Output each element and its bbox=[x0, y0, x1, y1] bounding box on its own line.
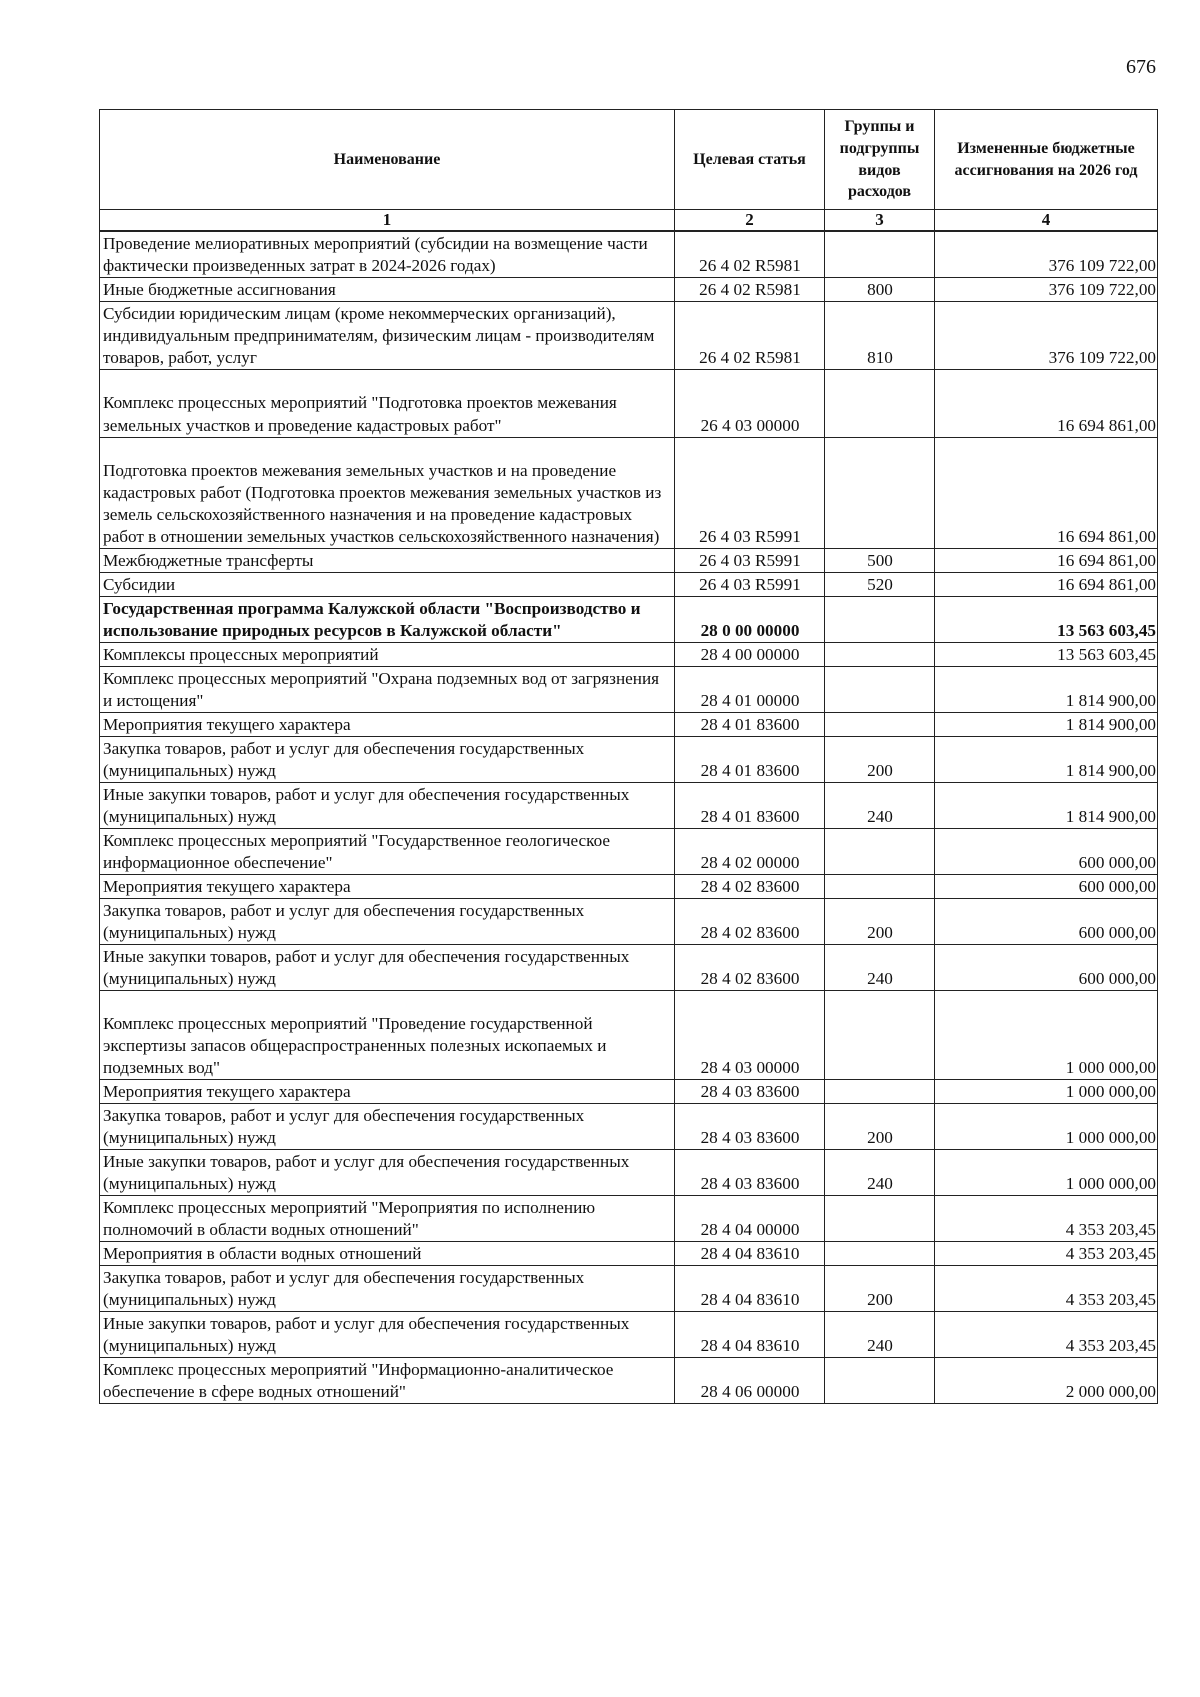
header-groups: Группы и подгруппы видов расходов bbox=[825, 110, 935, 210]
page-number: 676 bbox=[1126, 56, 1156, 78]
row-amount: 376 109 722,00 bbox=[935, 278, 1158, 302]
row-amount: 600 000,00 bbox=[935, 874, 1158, 898]
table-row bbox=[100, 990, 1158, 1079]
row-amount: 1 000 000,00 bbox=[935, 1079, 1158, 1103]
row-expense-group bbox=[825, 596, 935, 642]
header-amount: Измененные бюджетные ассигнования на 2026 год bbox=[935, 110, 1158, 210]
row-amount: 4 353 203,45 bbox=[935, 1242, 1158, 1266]
row-expense-group: 200 bbox=[825, 1103, 935, 1149]
row-expense-group bbox=[825, 370, 935, 437]
row-expense-group bbox=[825, 828, 935, 874]
header-name: Наименование bbox=[100, 110, 675, 210]
row-name: Комплекс процессных мероприятий "Подготовка проектов межевания земельных участков и проведение кадастровых работ" bbox=[100, 370, 675, 437]
table-row bbox=[100, 437, 1158, 548]
table-row bbox=[100, 302, 1158, 370]
column-number-2: 2 bbox=[675, 210, 825, 232]
row-name: Иные закупки товаров, работ и услуг для обеспечения государственных (муниципальных) нужд bbox=[100, 782, 675, 828]
table-row bbox=[100, 572, 1158, 596]
row-expense-group: 200 bbox=[825, 1266, 935, 1312]
row-target-code: 28 4 03 83600 bbox=[675, 1103, 825, 1149]
row-name: Закупка товаров, работ и услуг для обеспечения государственных (муниципальных) нужд bbox=[100, 736, 675, 782]
row-amount: 376 109 722,00 bbox=[935, 231, 1158, 278]
row-expense-group bbox=[825, 231, 935, 278]
row-name: Мероприятия в области водных отношений bbox=[100, 1242, 675, 1266]
column-number-4: 4 bbox=[935, 210, 1158, 232]
table-row bbox=[100, 666, 1158, 712]
row-expense-group bbox=[825, 874, 935, 898]
row-expense-group: 500 bbox=[825, 548, 935, 572]
row-amount: 4 353 203,45 bbox=[935, 1266, 1158, 1312]
table-row bbox=[100, 782, 1158, 828]
row-expense-group: 800 bbox=[825, 278, 935, 302]
row-target-code: 26 4 03 R5991 bbox=[675, 437, 825, 548]
row-name: Иные закупки товаров, работ и услуг для обеспечения государственных (муниципальных) нужд bbox=[100, 944, 675, 990]
table-row bbox=[100, 370, 1158, 437]
table-row bbox=[100, 944, 1158, 990]
row-expense-group: 200 bbox=[825, 898, 935, 944]
row-target-code: 28 4 04 83610 bbox=[675, 1242, 825, 1266]
row-amount: 600 000,00 bbox=[935, 944, 1158, 990]
row-target-code: 26 4 03 R5991 bbox=[675, 572, 825, 596]
column-number-row bbox=[100, 210, 1158, 232]
row-target-code: 28 4 02 00000 bbox=[675, 828, 825, 874]
row-name: Комплекс процессных мероприятий "Государственное геологическое информационное обеспечение" bbox=[100, 828, 675, 874]
row-name: Закупка товаров, работ и услуг для обеспечения государственных (муниципальных) нужд bbox=[100, 1103, 675, 1149]
row-name: Комплекс процессных мероприятий "Информационно-аналитическое обеспечение в сфере водных отношений" bbox=[100, 1358, 675, 1404]
row-amount: 600 000,00 bbox=[935, 828, 1158, 874]
table-row bbox=[100, 278, 1158, 302]
table-row bbox=[100, 1312, 1158, 1358]
table-row bbox=[100, 1358, 1158, 1404]
row-amount: 1 000 000,00 bbox=[935, 990, 1158, 1079]
row-target-code: 28 4 06 00000 bbox=[675, 1358, 825, 1404]
row-expense-group bbox=[825, 1242, 935, 1266]
row-expense-group: 200 bbox=[825, 736, 935, 782]
table-row bbox=[100, 642, 1158, 666]
row-amount: 16 694 861,00 bbox=[935, 370, 1158, 437]
row-name: Субсидии юридическим лицам (кроме некоммерческих организаций), индивидуальным предпринимателям, физическим лицам - производителям товаров, работ, услуг bbox=[100, 302, 675, 370]
row-amount: 16 694 861,00 bbox=[935, 437, 1158, 548]
row-target-code: 28 4 00 00000 bbox=[675, 642, 825, 666]
row-name: Комплекс процессных мероприятий "Охрана подземных вод от загрязнения и истощения" bbox=[100, 666, 675, 712]
row-amount: 1 814 900,00 bbox=[935, 712, 1158, 736]
row-target-code: 28 4 04 00000 bbox=[675, 1196, 825, 1242]
row-target-code: 28 4 01 00000 bbox=[675, 666, 825, 712]
row-amount: 16 694 861,00 bbox=[935, 572, 1158, 596]
row-expense-group bbox=[825, 666, 935, 712]
row-expense-group bbox=[825, 642, 935, 666]
row-target-code: 26 4 03 00000 bbox=[675, 370, 825, 437]
row-target-code: 28 4 02 83600 bbox=[675, 874, 825, 898]
table-row bbox=[100, 1242, 1158, 1266]
row-name: Подготовка проектов межевания земельных участков и на проведение кадастровых работ (Подготовка проектов межевания земельных участков из земель сельскохозяйственного назначения и на проведение кадастровых работ в отношении земельных участков сельскохозяйственного назначения) bbox=[100, 437, 675, 548]
row-amount: 16 694 861,00 bbox=[935, 548, 1158, 572]
table-row bbox=[100, 548, 1158, 572]
row-amount: 4 353 203,45 bbox=[935, 1196, 1158, 1242]
row-expense-group bbox=[825, 1196, 935, 1242]
row-name: Мероприятия текущего характера bbox=[100, 874, 675, 898]
row-expense-group bbox=[825, 1079, 935, 1103]
table-row bbox=[100, 828, 1158, 874]
row-amount: 1 000 000,00 bbox=[935, 1149, 1158, 1195]
column-number-1: 1 bbox=[100, 210, 675, 232]
row-target-code: 28 4 01 83600 bbox=[675, 712, 825, 736]
row-amount: 1 814 900,00 bbox=[935, 666, 1158, 712]
row-name: Иные закупки товаров, работ и услуг для обеспечения государственных (муниципальных) нужд bbox=[100, 1149, 675, 1195]
row-expense-group: 240 bbox=[825, 782, 935, 828]
row-expense-group bbox=[825, 1358, 935, 1404]
table-row bbox=[100, 1149, 1158, 1195]
row-name: Закупка товаров, работ и услуг для обеспечения государственных (муниципальных) нужд bbox=[100, 898, 675, 944]
column-number-3: 3 bbox=[825, 210, 935, 232]
row-expense-group: 240 bbox=[825, 1149, 935, 1195]
row-name: Государственная программа Калужской области "Воспроизводство и использование природных ресурсов в Калужской области" bbox=[100, 596, 675, 642]
row-target-code: 28 4 03 83600 bbox=[675, 1149, 825, 1195]
row-amount: 600 000,00 bbox=[935, 898, 1158, 944]
row-name: Межбюджетные трансферты bbox=[100, 548, 675, 572]
row-name: Закупка товаров, работ и услуг для обеспечения государственных (муниципальных) нужд bbox=[100, 1266, 675, 1312]
row-amount: 2 000 000,00 bbox=[935, 1358, 1158, 1404]
row-name: Иные закупки товаров, работ и услуг для обеспечения государственных (муниципальных) нужд bbox=[100, 1312, 675, 1358]
row-target-code: 28 4 02 83600 bbox=[675, 944, 825, 990]
row-target-code: 26 4 02 R5981 bbox=[675, 278, 825, 302]
table-row bbox=[100, 1103, 1158, 1149]
row-name: Комплекс процессных мероприятий "Проведение государственной экспертизы запасов общераспространенных полезных ископаемых и подземных вод" bbox=[100, 990, 675, 1079]
table-row bbox=[100, 231, 1158, 278]
row-target-code: 28 4 03 83600 bbox=[675, 1079, 825, 1103]
row-amount: 1 814 900,00 bbox=[935, 736, 1158, 782]
row-name: Субсидии bbox=[100, 572, 675, 596]
row-name: Иные бюджетные ассигнования bbox=[100, 278, 675, 302]
budget-table bbox=[99, 109, 1158, 1404]
table-row bbox=[100, 1196, 1158, 1242]
row-amount: 13 563 603,45 bbox=[935, 642, 1158, 666]
table-row bbox=[100, 898, 1158, 944]
row-name: Комплексы процессных мероприятий bbox=[100, 642, 675, 666]
table-row bbox=[100, 874, 1158, 898]
row-target-code: 26 4 02 R5981 bbox=[675, 302, 825, 370]
table-row bbox=[100, 596, 1158, 642]
table-header-row bbox=[100, 110, 1158, 210]
row-target-code: 26 4 02 R5981 bbox=[675, 231, 825, 278]
row-expense-group: 520 bbox=[825, 572, 935, 596]
row-expense-group bbox=[825, 712, 935, 736]
row-name: Мероприятия текущего характера bbox=[100, 1079, 675, 1103]
table-row bbox=[100, 736, 1158, 782]
row-target-code: 28 0 00 00000 bbox=[675, 596, 825, 642]
row-amount: 1 000 000,00 bbox=[935, 1103, 1158, 1149]
row-expense-group: 240 bbox=[825, 1312, 935, 1358]
table-row bbox=[100, 1266, 1158, 1312]
row-target-code: 28 4 01 83600 bbox=[675, 782, 825, 828]
row-name: Проведение мелиоративных мероприятий (субсидии на возмещение части фактически произведенных затрат в 2024-2026 годах) bbox=[100, 231, 675, 278]
row-name: Комплекс процессных мероприятий "Мероприятия по исполнению полномочий в области водных отношений" bbox=[100, 1196, 675, 1242]
table-row bbox=[100, 712, 1158, 736]
row-target-code: 28 4 04 83610 bbox=[675, 1312, 825, 1358]
row-target-code: 28 4 04 83610 bbox=[675, 1266, 825, 1312]
row-target-code: 28 4 01 83600 bbox=[675, 736, 825, 782]
row-target-code: 28 4 03 00000 bbox=[675, 990, 825, 1079]
header-target: Целевая статья bbox=[675, 110, 825, 210]
row-amount: 13 563 603,45 bbox=[935, 596, 1158, 642]
row-target-code: 26 4 03 R5991 bbox=[675, 548, 825, 572]
row-name: Мероприятия текущего характера bbox=[100, 712, 675, 736]
row-amount: 376 109 722,00 bbox=[935, 302, 1158, 370]
row-expense-group: 240 bbox=[825, 944, 935, 990]
row-amount: 4 353 203,45 bbox=[935, 1312, 1158, 1358]
row-expense-group bbox=[825, 990, 935, 1079]
row-expense-group bbox=[825, 437, 935, 548]
row-target-code: 28 4 02 83600 bbox=[675, 898, 825, 944]
row-expense-group: 810 bbox=[825, 302, 935, 370]
table-row bbox=[100, 1079, 1158, 1103]
row-amount: 1 814 900,00 bbox=[935, 782, 1158, 828]
